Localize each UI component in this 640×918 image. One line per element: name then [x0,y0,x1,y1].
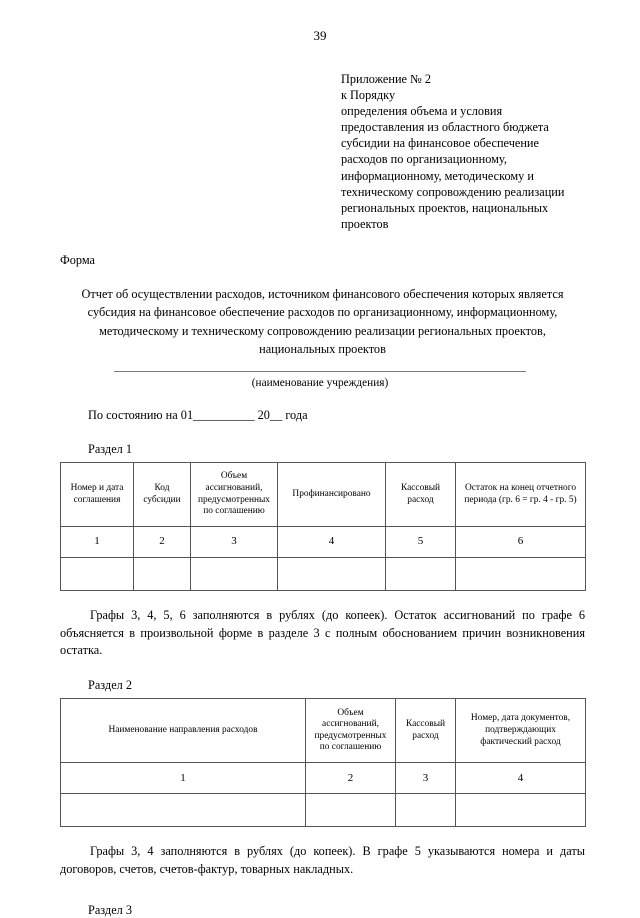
appendix-line-3: определения объема и условия [341,104,503,119]
appendix-line-10: проектов [341,216,389,231]
appendix-line-7: информационному, методическому и [341,168,534,183]
section-2-table [60,698,586,827]
table1-header-cell-5: Кассовый расход [386,463,456,527]
table1-header-cell-2: Код субсидии [134,463,191,527]
table1-number-cell-1: 1 [61,527,134,558]
table2-number-cell-3: 3 [396,763,456,794]
table1-number-cell-2: 2 [134,527,191,558]
section-1-caption: Раздел 1 [88,442,133,457]
document-title: Отчет об осуществлении расходов, источником финансового обеспечения которых является субсидия на финансовое обеспечение расходов по организационному, информационному, методическому и техническому сопровождению реализации региональных проектов, национальных проектов [81,286,564,356]
page-number: 39 [313,28,327,43]
table-row [61,558,586,591]
table-header-row [61,699,586,763]
table1-number-cell-5: 5 [386,527,456,558]
section-2-caption: Раздел 2 [88,678,133,693]
table-row [61,763,586,794]
table2-entry-cell-3[interactable] [396,794,456,827]
table-row [61,794,586,827]
table2-header-cell-3: Кассовый расход [396,699,456,763]
table-row [61,527,586,558]
table2-entry-cell-4[interactable] [456,794,586,827]
appendix-line-5: субсидии на финансовое обеспечение [341,136,539,151]
appendix-line-2: к Порядку [341,88,396,103]
table2-number-cell-1: 1 [61,763,306,794]
table-header-row [61,463,586,527]
institution-field [0,371,640,372]
table2-header-cell-4: Номер, дата документов, подтверждающих фактический расход [456,699,586,763]
institution-caption: (наименование учреждения) [251,377,389,390]
appendix-line-1: Приложение № 2 [341,72,432,86]
section-1-note: Графы 3, 4, 5, 6 заполняются в рублях (до копеек). Остаток ассигнований по графе 6 объясняется в произвольной форме в разделе 3 с полным обоснованием причин возникновения остатка. [60,608,585,657]
appendix-reference-block [341,71,599,232]
table1-header-cell-3: Объем ассигнований, предусмотренных по соглашению [191,463,278,527]
table1-entry-cell-3[interactable] [191,558,278,591]
report-date-line: По состоянию на 01__________ 20__ года [88,408,308,423]
table2-entry-cell-1[interactable] [61,794,306,827]
table2-number-cell-4: 4 [456,763,586,794]
table1-header-cell-4: Профинансировано [278,463,386,527]
table2-header-cell-2: Объем ассигнований, предусмотренных по соглашению [306,699,396,763]
table1-number-cell-6: 6 [456,527,586,558]
table2-header-cell-1: Наименование направления расходов [61,699,306,763]
table1-number-cell-4: 4 [278,527,386,558]
table1-header-cell-6: Остаток на конец отчетного периода (гр. 6 = гр. 4 - гр. 5) [456,463,586,527]
table2-entry-cell-2[interactable] [306,794,396,827]
table1-entry-cell-6[interactable] [456,558,586,591]
institution-rule [114,371,526,372]
table1-entry-cell-2[interactable] [134,558,191,591]
section-1-table [60,462,586,591]
form-label: Форма [60,252,95,267]
table1-header-cell-1: Номер и дата соглашения [61,463,134,527]
section-3-caption: Раздел 3 [88,903,133,918]
appendix-line-8: техническому сопровождению реализации [341,184,565,199]
table2-number-cell-2: 2 [306,763,396,794]
table1-entry-cell-1[interactable] [61,558,134,591]
table1-number-cell-3: 3 [191,527,278,558]
table1-entry-cell-5[interactable] [386,558,456,591]
appendix-line-6: расходов по организационному, [341,152,507,167]
section-2-note: Графы 3, 4 заполняются в рублях (до копеек). В графе 5 указываются номера и даты договоров, счетов, счетов-фактур, товарных накладных. [60,844,585,876]
appendix-line-9: региональных проектов, национальных [341,200,549,215]
appendix-line-4: предоставления из областного бюджета [341,120,549,135]
table1-entry-cell-4[interactable] [278,558,386,591]
